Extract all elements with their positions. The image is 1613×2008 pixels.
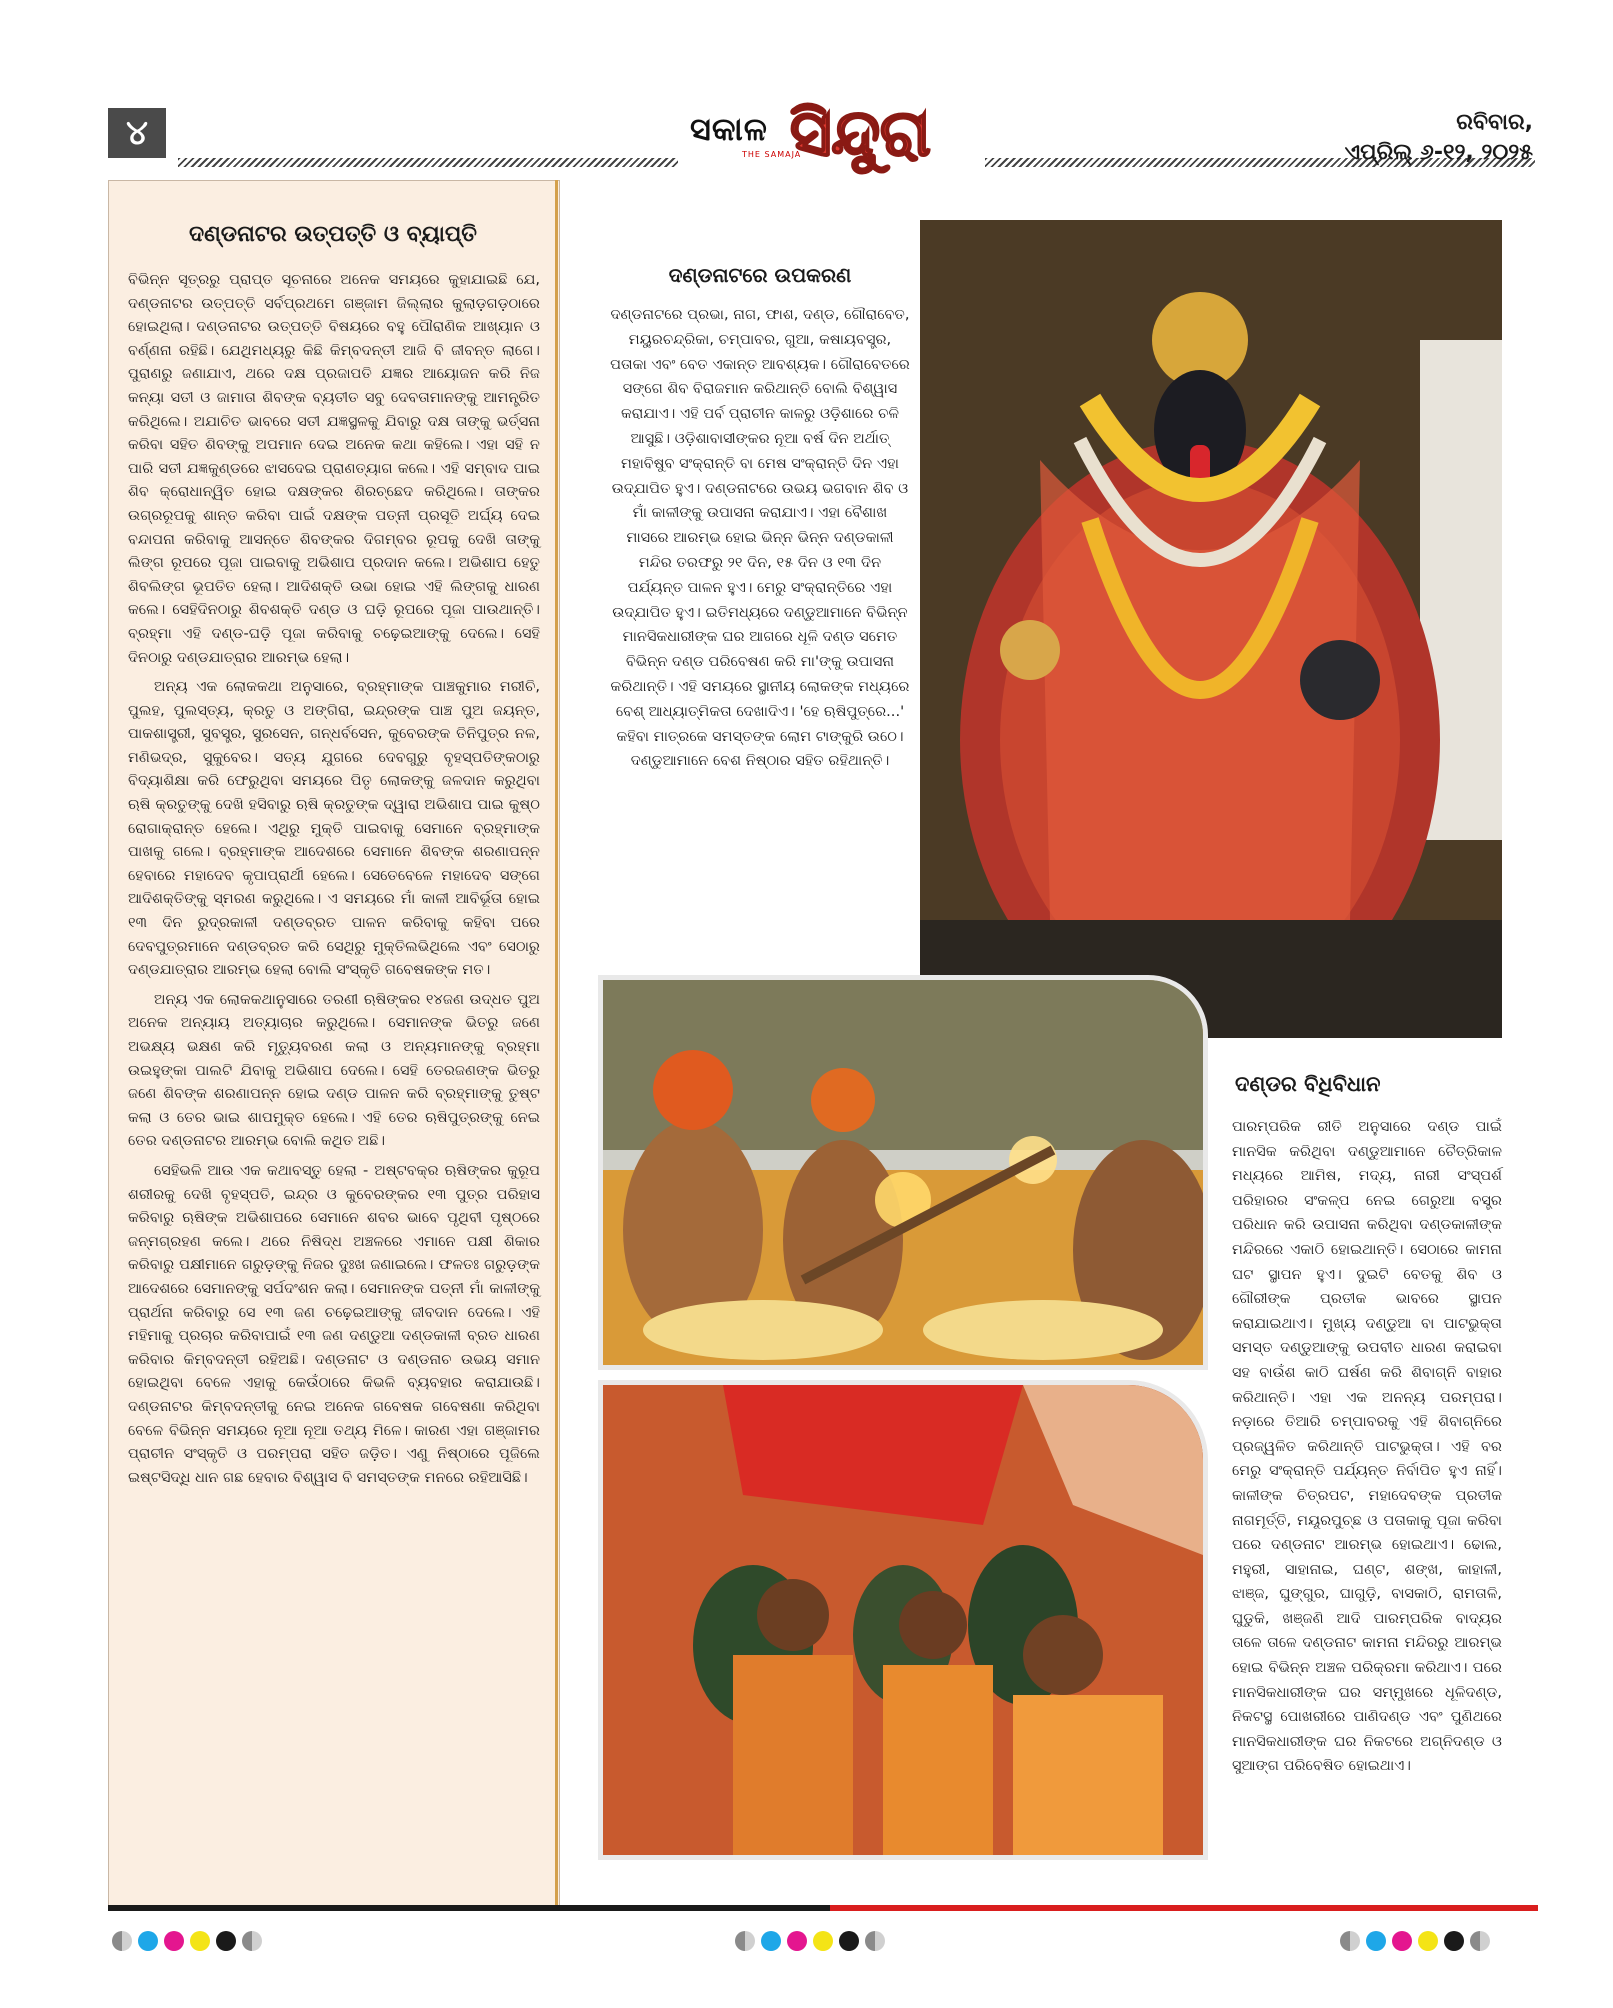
fire-ritual-photo — [598, 975, 1208, 1370]
registration-half-icon — [112, 1931, 132, 1951]
black-dot-icon — [216, 1931, 236, 1951]
devotees-with-peacock-feathers-icon — [603, 1385, 1203, 1855]
mid-article-title: ଦଣ୍ଡନାଟରେ ଉପକରଣ — [668, 263, 852, 287]
right-article-body: ପାରମ୍ପରିକ ରୀତି ଅନୁସାରେ ଦଣ୍ଡ ପାଇଁ ମାନସିକ କରିଥିବା ଦଣ୍ଡୁଆମାନେ ଚୈତ୍ରିକାଳ ମଧ୍ୟରେ ଆମିଷ, ମଦ୍ୟ, ନାରୀ ସଂସ୍ପର୍ଶ ପରିହାରର ସଂକଳ୍ପ ନେଇ ଗେରୁଆ ବସ୍ତ୍ର ପରିଧାନ କରି ଉପାସନା କରିଥିବା ଦଣ୍ଡକାଳୀଙ୍କ ମନ୍ଦିରରେ ଏକାଠି ହୋଇଥାନ୍ତି। ସେଠାରେ କାମନା ଘଟ ସ୍ଥାପନ ହୁଏ। ଦୁଇଟି ବେତକୁ ଶିବ ଓ ଗୌରୀଙ୍କ ପ୍ରତୀକ ଭାବରେ ସ୍ଥାପନ କରାଯାଇଥାଏ। ମୁଖ୍ୟ ଦଣ୍ଡୁଆ ବା ପାଟଭୁକ୍ତା ସମସ୍ତ ଦଣ୍ଡୁଆଙ୍କୁ ଉପବୀତ ଧାରଣ କରାଇବା ସହ ବାଉଁଶ କାଠି ଘର୍ଷଣ କରି ଶିବାଗ୍ନି ବାହାର କରିଥାନ୍ତି। ଏହା ଏକ ଅନନ୍ୟ ପରମ୍ପରା। ନଡ଼ାରେ ତିଆରି ଚମ୍ପାବରକୁ ଏହି ଶିବାଗ୍ନିରେ ପ୍ରଜ୍ୱଳିତ କରିଥାନ୍ତି ପାଟଭୁକ୍ତା। ଏହି ବର ମେରୁ ସଂକ୍ରାନ୍ତି ପର୍ଯ୍ୟନ୍ତ ନିର୍ବାପିତ ହୁଏ ନାହିଁ। କାଳୀଙ୍କ ଚିତ୍ରପଟ, ମହାଦେବଙ୍କ ପ୍ରତୀକ ନାଗମୂର୍ତ୍ତି, ମୟୂରପୁଚ୍ଛ ଓ ପତାକାକୁ ପୂଜା କରିବା ପରେ ଦଣ୍ଡନାଟ ଆରମ୍ଭ ହୋଇଥାଏ। ଢୋଲ, ମହୁରୀ, ସାହାନାଇ, ଘଣ୍ଟ, ଶଙ୍ଖ, କାହାଳୀ, ଝାଞ୍ଜ, ଘୁଙ୍ଗୁର, ଘାଗୁଡ଼ି, ବାସକାଠି, ରାମତାଳି, ଘୁଡୁକି, ଖଞ୍ଜଣି ଆଦି ପାରମ୍ପରିକ ବାଦ୍ୟର ତାଳେ ତାଳେ ଦଣ୍ଡନାଟ କାମନା ମନ୍ଦିରରୁ ଆରମ୍ଭ ହୋଇ ବିଭିନ୍ନ ଅଞ୍ଚଳ ପରିକ୍ରମା କରିଥାଏ। ପରେ ମାନସିକଧାରୀଙ୍କ ଘର ସମ୍ମୁଖରେ ଧୂଳିଦଣ୍ଡ, ନିକଟସ୍ଥ ପୋଖରୀରେ ପାଣିଦଣ୍ଡ ଏବଂ ପୁଣିଥରେ ମାନସିକଧାରୀଙ୍କ ଘର ନିକଟରେ ଅଗ୍ନିଦଣ୍ଡ ଓ ସୁଆଙ୍ଗ ପରିବେଷିତ ହୋଇଥାଏ। — [1232, 1118, 1502, 1775]
left-article-title: ଦଣ୍ଡନାଟର ଉତ୍ପତ୍ତି ଓ ବ୍ୟାପ୍ତି — [189, 222, 477, 247]
header-date: ଏପ୍ରିଲ୍ ୬-୧୨, ୨୦୨୫ — [1344, 140, 1533, 165]
magenta-dot-icon — [787, 1931, 807, 1951]
yellow-dot-icon — [813, 1931, 833, 1951]
footer-rule-black — [108, 1905, 830, 1911]
cyan-dot-icon — [1366, 1931, 1386, 1951]
registration-half-icon — [1340, 1931, 1360, 1951]
black-dot-icon — [1444, 1931, 1464, 1951]
yellow-dot-icon — [190, 1931, 210, 1951]
registration-half-icon — [865, 1931, 885, 1951]
yellow-dot-icon — [1418, 1931, 1438, 1951]
left-article-body — [128, 268, 540, 1495]
magenta-dot-icon — [164, 1931, 184, 1951]
header-day: ରବିବାର, — [1456, 110, 1533, 135]
masthead-sindura: ସିନ୍ଦୁରା — [790, 96, 931, 171]
cyan-dot-icon — [138, 1931, 158, 1951]
right-article-title: ଦଣ୍ଡର ବିଧିବିଧାନ — [1235, 1072, 1381, 1096]
goddess-kali-idol-icon — [920, 220, 1502, 1038]
mid-article-body: ଦଣ୍ଡନାଟରେ ପ୍ରଭା, ନାଗ, ଫାଶ, ଦଣ୍ଡ, ଗୌରାବେତ, ମୟୁରଚନ୍ଦ୍ରିକା, ଚମ୍ପାବର, ଗୁଆ, କଷାୟବସ୍ତ୍ର, ପତାକା ଏବଂ ବେତ ଏକାନ୍ତ ଆବଶ୍ୟକ। ଗୌରାବେତରେ ସଙ୍ଗେ ଶିବ ବିରାଜମାନ କରିଥାନ୍ତି ବୋଲି ବିଶ୍ୱାସ କରାଯାଏ। ଏହି ପର୍ବ ପ୍ରାଚୀନ କାଳରୁ ଓଡ଼ିଶାରେ ଚଳି ଆସୁଛି। ଓଡ଼ିଶାବାସୀଙ୍କର ନୂଆ ବର୍ଷ ଦିନ ଅର୍ଥାତ୍ ମହାବିଷୁବ ସଂକ୍ରାନ୍ତି ବା ମେଷ ସଂକ୍ରାନ୍ତି ଦିନ ଏହା ଉଦ୍‌ଯାପିତ ହୁଏ। ଦଣ୍ଡନାଟରେ ଉଭୟ ଭଗବାନ ଶିବ ଓ ମାଁ କାଳୀଙ୍କୁ ଉପାସନା କରାଯାଏ। ଏହା ବୈଶାଖ ମାସରେ ଆରମ୍ଭ ହୋଇ ଭିନ୍ନ ଭିନ୍ନ ଦଣ୍ଡକାଳୀ ମନ୍ଦିର ତରଫରୁ ୨୧ ଦିନ, ୧୫ ଦିନ ଓ ୧୩ ଦିନ ପର୍ଯ୍ୟନ୍ତ ପାଳନ ହୁଏ। ମେରୁ ସଂକ୍ରାନ୍ତିରେ ଏହା ଉଦ୍‌ଯାପିତ ହୁଏ। ଇତିମଧ୍ୟରେ ଦଣ୍ଡୁଆମାନେ ବିଭିନ୍ନ ମାନସିକଧାରୀଙ୍କ ଘର ଆଗରେ ଧୂଳି ଦଣ୍ଡ ସମେତ ବିଭିନ୍ନ ଦଣ୍ଡ ପରିବେଷଣ କରି ମା'ଙ୍କୁ ଉପାସନା କରିଥାନ୍ତି। ଏହି ସମୟରେ ସ୍ଥାନୀୟ ଲୋକଙ୍କ ମଧ୍ୟରେ ବେଶ୍ ଆଧ୍ୟାତ୍ମିକତା ଦେଖାଦିଏ। 'ହେ ଋଷିପୁତ୍ରେ...' କହିବା ମାତ୍ରକେ ସମସ୍ତଙ୍କ ଲୋମ ଟାଙ୍କୁରି ଉଠେ। ଦଣ୍ଡୁଆମାନେ ବେଶ ନିଷ୍ଠାର ସହିତ ରହିଥାନ୍ତି। — [610, 306, 910, 770]
black-dot-icon — [839, 1931, 859, 1951]
registration-half-icon — [735, 1931, 755, 1951]
registration-marks-right — [1340, 1930, 1490, 1952]
registration-half-icon — [1470, 1931, 1490, 1951]
left-article-rule — [555, 180, 558, 1905]
masthead-sakal: ସକାଳ — [690, 110, 768, 148]
registration-marks-center — [735, 1930, 885, 1952]
cyan-dot-icon — [761, 1931, 781, 1951]
left-paragraph-3: ଅନ୍ୟ ଏକ ଲୋକକଥାନୁସାରେ ତରଣୀ ଋଷିଙ୍କର ୧୪ଜଣ ଉଦ୍ଧତ ପୁଅ ଅନେକ ଅନ୍ୟାୟ ଅତ୍ୟାଚାର କରୁଥିଲେ। ସେମାନଙ୍କ ଭିତରୁ ଜଣେ ଅଭକ୍ଷ୍ୟ ଭକ୍ଷଣ କରି ମୃତ୍ୟୁବରଣ କଲା ଓ ଅନ୍ୟମାନଙ୍କୁ ବ୍ରହ୍ମା ଉଇହୁଙ୍କା ପାଲଟି ଯିବାକୁ ଅଭିଶାପ ଦେଲେ। ସେହି ତେରଜଣଙ୍କ ଭିତରୁ ଜଣେ ଶିବଙ୍କ ଶରଣାପନ୍ନ ହୋଇ ଦଣ୍ଡ ପାଳନ କରି ବ୍ରହ୍ମାଙ୍କୁ ତୁଷ୍ଟ କଲା ଓ ତେର ଭାଇ ଶାପମୁକ୍ତ ହେଲେ। ଏହି ତେର ଋଷିପୁତ୍ରଙ୍କୁ ନେଇ ତେର ଦଣ୍ଡନାଟର ଆରମ୍ଭ ବୋଲି କଥିତ ଅଛି। — [128, 990, 540, 1150]
footer-rule-red — [830, 1905, 1538, 1911]
masthead-sub: THE SAMAJA — [742, 150, 802, 159]
left-paragraph-1: ବିଭିନ୍ନ ସୂତ୍ରରୁ ପ୍ରାପ୍ତ ସୂଚନାରେ ଅନେକ ସମୟରେ କୁହାଯାଇଛି ଯେ, ଦଣ୍ଡନାଟର ଉତ୍ପତ୍ତି ସର୍ବପ୍ରଥମେ ଗଞ୍ଜାମ ଜିଲ୍ଲାର କୁଲାଡ଼ଗଡ଼ଠାରେ ହୋଇଥିଲା। ଦଣ୍ଡନାଟର ଉତ୍ପତ୍ତି ବିଷୟରେ ବହୁ ପୌରାଣିକ ଆଖ୍ୟାନ ଓ ବର୍ଣ୍ଣନା ରହିଛି। ଯେଥିମଧ୍ୟରୁ କିଛି କିମ୍ବଦନ୍ତୀ ଆଜି ବି ଜୀବନ୍ତ ଲାଗେ। ପୁରାଣରୁ ଜଣାଯାଏ, ଥରେ ଦକ୍ଷ ପ୍ରଜାପତି ଯଜ୍ଞର ଆୟୋଜନ କରି ନିଜ କନ୍ୟା ସତୀ ଓ ଜାମାତା ଶିବଙ୍କ ବ୍ୟତୀତ ସବୁ ଦେବତାମାନଙ୍କୁ ଆମନ୍ତ୍ରିତ କରିଥିଲେ। ଅଯାଚିତ ଭାବରେ ସତୀ ଯଜ୍ଞସ୍ଥଳକୁ ଯିବାରୁ ଦକ୍ଷ ତାଙ୍କୁ ଭର୍ତ୍ସନା କରିବା ସହିତ ଶିବଙ୍କୁ ଅପମାନ ଦେଇ ଅନେକ କଥା କହିଲେ। ଏହା ସହି ନ ପାରି ସତୀ ଯଜ୍ଞକୁଣ୍ଡରେ ଝାସଦେଇ ପ୍ରାଣତ୍ୟାଗ କଲେ। ଏହି ସମ୍ବାଦ ପାଇ ଶିବ କ୍ରୋଧାନ୍ୱିତ ହୋଇ ଦକ୍ଷଙ୍କର ଶିରଚ୍ଛେଦ କରିଥିଲେ। ତାଙ୍କର ଉଗ୍ରରୂପକୁ ଶାନ୍ତ କରିବା ପାଇଁ ଦକ୍ଷଙ୍କ ପତ୍ନୀ ପ୍ରସୂତି ଅର୍ଘ୍ୟ ଦେଇ ବନ୍ଦାପନା କରିବାକୁ ଆସନ୍ତେ ଶିବଙ୍କର ଦିଗମ୍ବର ରୂପକୁ ଦେଖି ତାଙ୍କୁ ଲିଙ୍ଗ ରୂପରେ ପୂଜା ପାଇବାକୁ ଅଭିଶାପ ପ୍ରଦାନ କଲେ। ଅଭିଶାପ ହେତୁ ଶିବଲିଙ୍ଗ ଭୂପତିତ ହେଲା। ଆଦିଶକ୍ତି ଉଭା ହୋଇ ଏହି ଲିଙ୍ଗକୁ ଧାରଣ କଲେ। ସେହିଦିନଠାରୁ ଶିବଶକ୍ତି ଦଣ୍ଡ ଓ ଘଡ଼ି ରୂପରେ ପୂଜା ପାଉଥାନ୍ତି। ବ୍ରହ୍ମା ଏହି ଦଣ୍ଡ-ଘଡ଼ି ପୂଜା କରିବାକୁ ଚଢ଼େଇଆଙ୍କୁ ଦେଲେ। ସେହି ଦିନଠାରୁ ଦଣ୍ଡଯାତ୍ରାର ଆରମ୍ଭ ହେଲା। — [128, 271, 540, 666]
magenta-dot-icon — [1392, 1931, 1412, 1951]
registration-marks-left — [112, 1930, 262, 1952]
header-rule-left — [178, 158, 678, 167]
procession-photo — [598, 1380, 1208, 1860]
page-number: ୪ — [108, 108, 166, 158]
kali-idol-photo — [920, 220, 1502, 1038]
left-paragraph-2: ଅନ୍ୟ ଏକ ଲୋକକଥା ଅନୁସାରେ, ବ୍ରହ୍ମାଙ୍କ ପାଞ୍ଚକୁମାର ମରୀଚି, ପୁଲହ, ପୁଲସ୍ତ୍ୟ, କ୍ରତୁ ଓ ଅଙ୍ଗିରା, ଇନ୍ଦ୍ରଙ୍କ ପାଞ୍ଚ ପୁଅ ଜୟନ୍ତ, ପାକଶାସ୍ତ୍ରୀ, ସୁବସ୍ତ୍ର, ସୁରସେନ, ଗନ୍ଧର୍ବସେନ, କୁବେରଙ୍କ ତିନିପୁତ୍ର ନଳ, ମଣିଭଦ୍ର, ସୁକୁବେର। ସତ୍ୟ ଯୁଗରେ ଦେବଗୁରୁ ବୃହସ୍ପତିଙ୍କଠାରୁ ବିଦ୍ୟାଶିକ୍ଷା କରି ଫେରୁଥିବା ସମୟରେ ପିତୃ ଲୋକଙ୍କୁ ଜଳଦାନ କରୁଥିବା ଋଷି କ୍ରତୁଙ୍କୁ ଦେଖି ହସିବାରୁ ଋଷି କ୍ରତୁଙ୍କ ଦ୍ୱାରା ଅଭିଶାପ ପାଇ କୁଷ୍ଠ ରୋଗାକ୍ରାନ୍ତ ହେଲେ। ଏଥିରୁ ମୁକ୍ତି ପାଇବାକୁ ସେମାନେ ବ୍ରହ୍ମାଙ୍କ ପାଖକୁ ଗଲେ। ବ୍ରହ୍ମାଙ୍କ ଆଦେଶରେ ସେମାନେ ଶିବଙ୍କ ଶରଣାପନ୍ନ ହେବାରେ ମହାଦେବ କୃପାପ୍ରାର୍ଥୀ ହେଲେ। ସେତେବେଳେ ମହାଦେବ ସଙ୍ଗେ ଆଦିଶକ୍ତିଙ୍କୁ ସ୍ମରଣ କରୁଥିଲେ। ଏ ସମୟରେ ମାଁ କାଳୀ ଆବିର୍ଭୂତା ହୋଇ ୧୩ ଦିନ ରୁଦ୍ରକାଳୀ ଦଣ୍ଡବ୍ରତ ପାଳନ କରିବାକୁ କହିବା ପରେ ଦେବପୁତ୍ରମାନେ ଦଣ୍ଡବ୍ରତ କରି ସେଥିରୁ ମୁକ୍ତିଲଭିଥିଲେ ଏବଂ ସେଠାରୁ ଦଣ୍ଡଯାତ୍ରାର ଆରମ୍ଭ ହେଲା ବୋଲି ସଂସ୍କୃତି ଗବେଷକଙ୍କ ମତ। — [128, 678, 540, 979]
left-paragraph-4: ସେହିଭଳି ଆଉ ଏକ କଥାବସ୍ତୁ ହେଲା - ଅଷ୍ଟବକ୍ର ଋଷିଙ୍କର କୁରୂପ ଶରୀରକୁ ଦେଖି ବୃହସ୍ପତି, ଇନ୍ଦ୍ର ଓ କୁବେରଙ୍କର ୧୩ ପୁତ୍ର ପରିହାସ କରିବାରୁ ଋଷିଙ୍କ ଅଭିଶାପରେ ସେମାନେ ଶବର ଭାବେ ପୃଥିବୀ ପୃଷ୍ଠରେ ଜନ୍ମଗ୍ରହଣ କଲେ। ଥରେ ନିଷିଦ୍ଧ ଅଞ୍ଚଳରେ ଏମାନେ ପକ୍ଷୀ ଶିକାର କରିବାରୁ ପକ୍ଷୀମାନେ ଗରୁଡ଼ଙ୍କୁ ନିଜର ଦୁଃଖ ଜଣାଇଲେ। ଫଳତଃ ଗରୁଡ଼ଙ୍କ ଆଦେଶରେ ସେମାନଙ୍କୁ ସର୍ପଦଂଶନ କଲା। ସେମାନଙ୍କ ପତ୍ନୀ ମାଁ କାଳୀଙ୍କୁ ପ୍ରାର୍ଥନା କରିବାରୁ ସେ ୧୩ ଜଣ ଚଢ଼େଇଆଙ୍କୁ ଜୀବଦାନ ଦେଲେ। ଏହି ମହିମାକୁ ପ୍ରଚାର କରିବାପାଇଁ ୧୩ ଜଣ ଦଣ୍ଡୁଆ ଦଣ୍ଡକାଳୀ ବ୍ରତ ଧାରଣ କରିବାର କିମ୍ବଦନ୍ତୀ ରହିଅଛି। ଦଣ୍ଡନାଟ ଓ ଦଣ୍ଡନାଚ ଉଭୟ ସମାନ ହୋଇଥିବା ବେଳେ ଏହାକୁ କେଉଁଠାରେ କିଭଳି ବ୍ୟବହାର କରାଯାଉଛି। ଦଣ୍ଡନାଟର କିମ୍ବଦନ୍ତୀକୁ ନେଇ ଅନେକ ଗବେଷକ ଗବେଷଣା କରିଥିବା ବେଳେ ବିଭିନ୍ନ ସମୟରେ ନୂଆ ନୂଆ ତଥ୍ୟ ମିଳେ। କାରଣ ଏହା ଗଞ୍ଜାମର ପ୍ରାଚୀନ ସଂସ୍କୃତି ଓ ପରମ୍ପରା ସହିତ ଜଡ଼ିତ। ଏଣୁ ନିଷ୍ଠାରେ ପୂଜିଲେ ଇଷ୍ଟସିଦ୍ଧି ଧାନ ଗଛ ହେବାର ବିଶ୍ୱାସ ବି ସମସ୍ତଙ୍କ ମନରେ ରହିଆସିଛି। — [128, 1161, 540, 1486]
devotees-with-fire-torches-icon — [603, 980, 1203, 1365]
registration-half-icon — [242, 1931, 262, 1951]
